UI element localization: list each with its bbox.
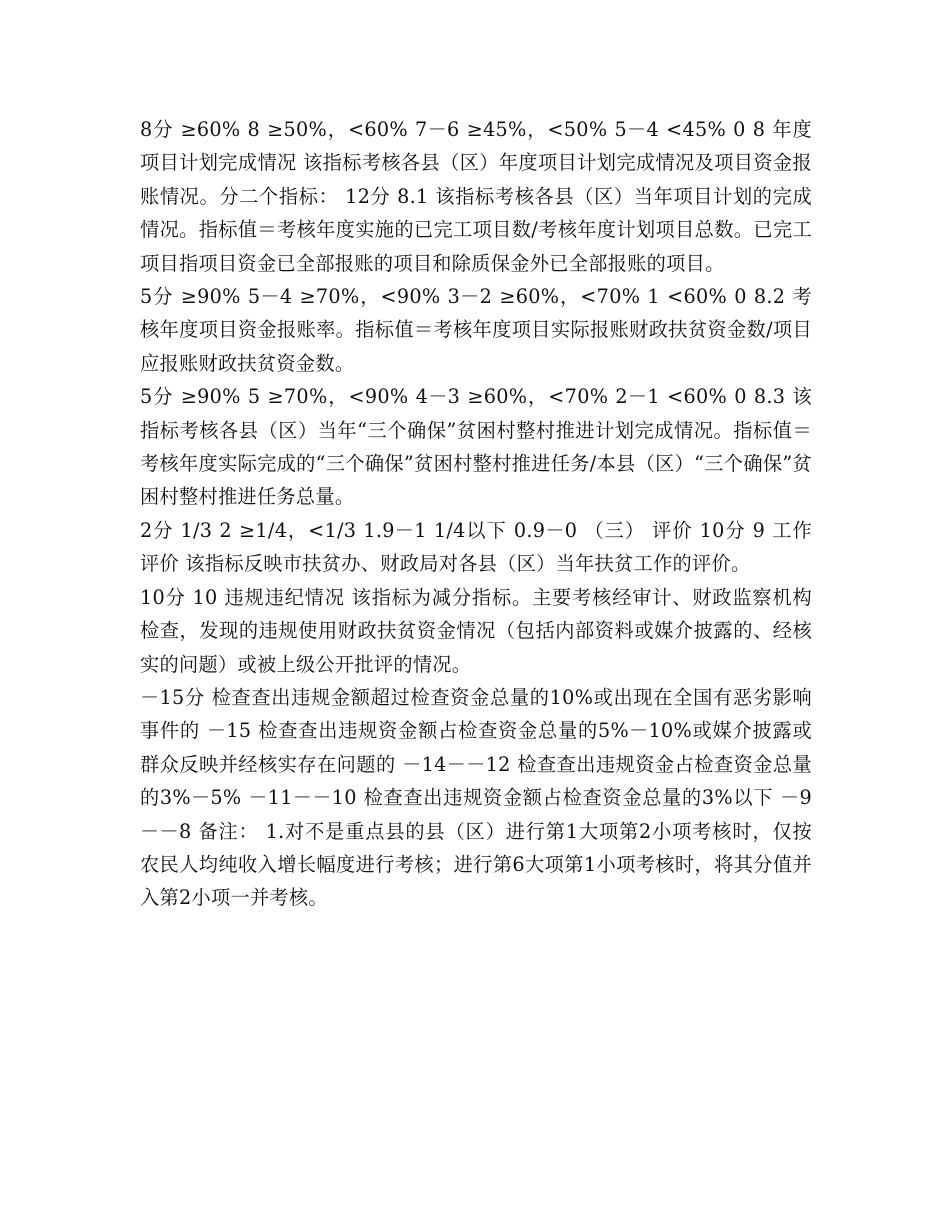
- paragraph-3: 5分 ≥90% 5 ≥70%，<90% 4－3 ≥60%，<70% 2－1 <60% 0 8.3 该指标考核各县（区）当年“三个确保”贫困村整村推进计划完成情况。指标值＝考核年度实际完成的“三个确保”贫困村整村推进任务/本县（区）“三个确保”贫困村整村推进任务总量。: [140, 385, 812, 509]
- paragraph-5: 10分 10 违规违纪情况 该指标为减分指标。主要考核经审计、财政监察机构检查，发现的违规使用财政扶贫资金情况（包括内部资料或媒介披露的、经核实的问题）或被上级公开批评的情况。: [140, 585, 812, 676]
- document-page: [140, 113, 812, 915]
- paragraph-2: 5分 ≥90% 5－4 ≥70%，<90% 3－2 ≥60%，<70% 1 <60% 0 8.2 考核年度项目资金报账率。指标值＝考核年度项目实际报账财政扶贫资金数/项目应报账财政扶贫资金数。: [140, 285, 812, 375]
- paragraph-4: 2分 1/3 2 ≥1/4，<1/3 1.9－1 1/4以下 0.9－0 （三） 评价 10分 9 工作评价 该指标反映市扶贫办、财政局对各县（区）当年扶贫工作的评价。: [140, 518, 812, 576]
- paragraph-1: 8分 ≥60% 8 ≥50%，<60% 7－6 ≥45%，<50% 5－4 <45% 0 8 年度项目计划完成情况 该指标考核各县（区）年度项目计划完成情况及项目资金报账情况。分二个指标： 12分 8.1 该指标考核各县（区）当年项目计划的完成情况。指标值＝考核年度实施的已完工项目数/考核年度计划项目总数。已完工项目指项目资金已全部报账的项目和除质保金外已全部报账的项目。: [140, 118, 812, 275]
- paragraph-6: －15分 检查查出违规金额超过检查资金总量的10%或出现在全国有恶劣影响事件的 －15 检查查出违规资金额占检查资金总量的5%－10%或媒介披露或群众反映并经核实存在问题的 －14－－12 检查查出违规资金占检查资金总量的3%－5% －11－－10 检查查出违规资金额占检查资金总量的3%以下 －9－－8 备注： 1.对不是重点县的县（区）进行第1大项第2小项考核时，仅按农民人均纯收入增长幅度进行考核；进行第6大项第1小项考核时，将其分值并入第2小项一并考核。: [140, 685, 812, 910]
